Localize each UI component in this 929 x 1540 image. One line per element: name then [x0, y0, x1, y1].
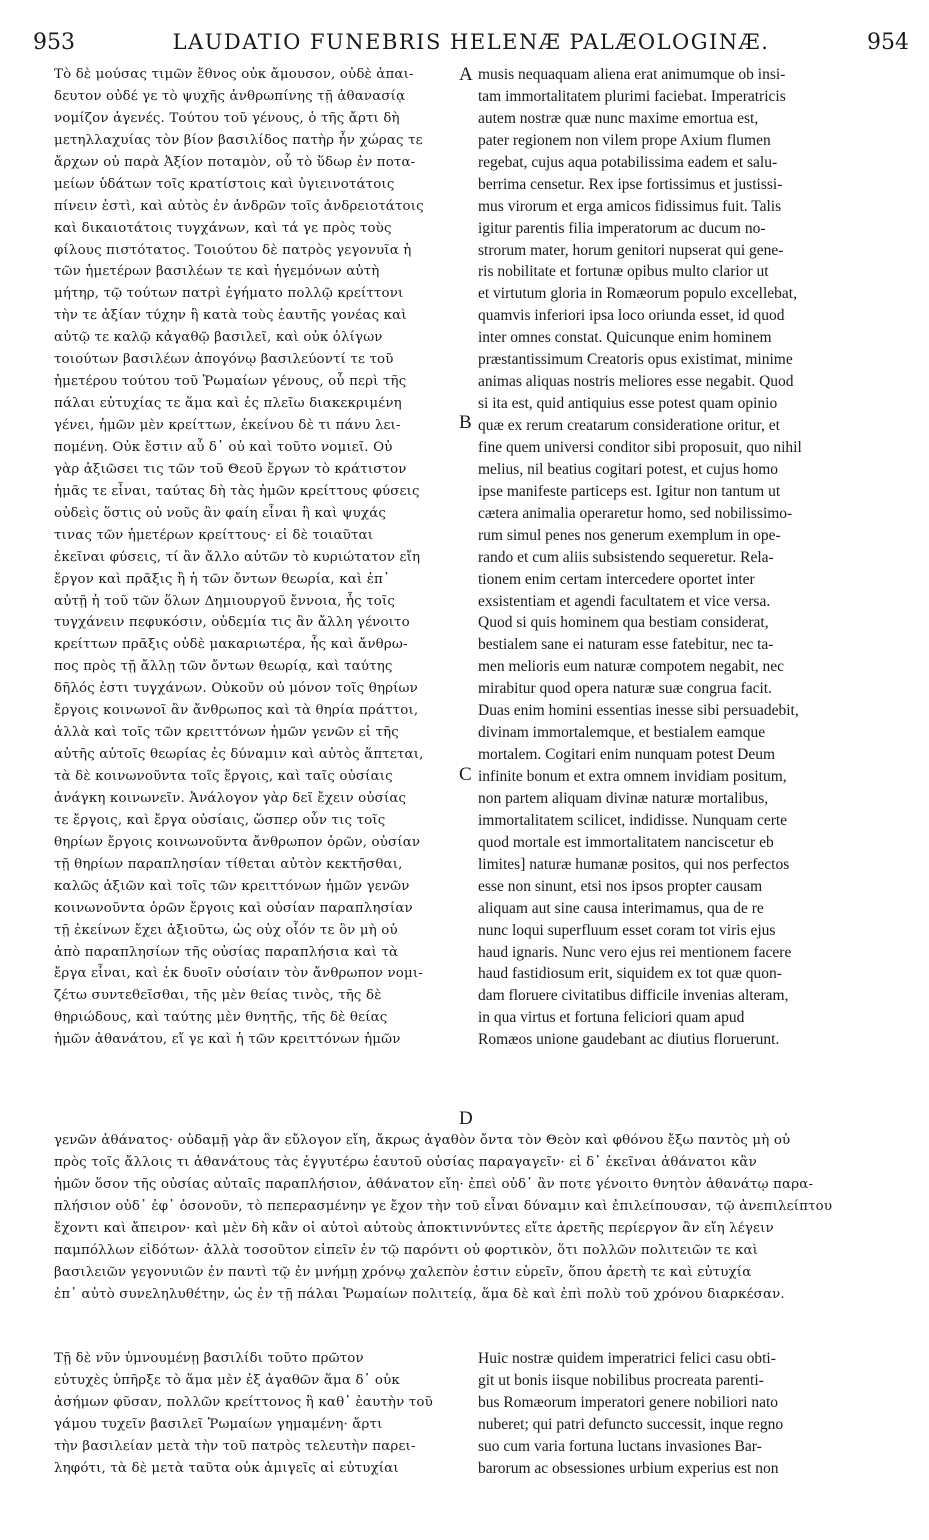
greek-text-line: τοιούτων βασιλέων ἀπογόνῳ βασιλεύοντί τε τοῦ	[54, 352, 394, 368]
latin-text-line: mortalem. Cogitari enim nunquam potest Deum	[478, 746, 776, 764]
greek-column-second-paragraph	[54, 1348, 454, 1480]
latin-text-line: pater regionem non vilem prope Axium flumen	[478, 131, 771, 149]
running-title: LAUDATIO FUNEBRIS HELENÆ PALÆOLOGINÆ.	[172, 30, 770, 54]
latin-text-line: ipse manifeste particeps est. Igitur non tantum ut	[478, 482, 781, 500]
greek-text-line: πος πρὸς τῇ ἄλλῃ τῶν ὄντων θεωρίᾳ, καὶ ταύτης	[54, 659, 393, 675]
latin-text-line: berrima censetur. Rex ipse fortissimus et justissi-	[478, 175, 783, 193]
latin-text-line: mus virorum et erga amicos fidissimus fuit. Talis	[478, 197, 782, 215]
latin-text-line: dam floruere civitatibus difficile invenias alteram,	[478, 987, 789, 1005]
greek-text-line: ἔργον καὶ πρᾶξις ἢ ἡ τῶν ὄντων θεωρία, καὶ ἐπ᾽	[54, 571, 390, 587]
latin-text-line: mirabitur quod opera naturæ suæ congrua facit.	[478, 680, 772, 698]
latin-text-line: Huic nostræ quidem imperatrici felici casu obti-	[478, 1350, 776, 1367]
latin-text-line: nunc loqui superfluum esset coram tot viris ejus	[478, 921, 776, 939]
latin-text-line: rum simul penes nos generum exemplum in ope-	[478, 526, 781, 544]
page-number-left: 953	[33, 30, 75, 55]
greek-text-line: οὐδεὶς ὅστις οὐ νοῦς ἂν φαίη εἶναι ἢ καὶ ψυχάς	[54, 505, 387, 521]
greek-text-line: ἐπ᾽ αὐτὸ συνεληλυθέτην, ὡς ἐν τῇ πάλαι Ῥωμαίων πολιτείᾳ, ἅμα δὲ καὶ ἐπὶ πολὺ τοῦ χρόνου διαρκέσαν.	[54, 1286, 785, 1302]
greek-text-line: ἄρχων οὐ παρὰ Ἀξίον ποταμὸν, οὗ τὸ ὕδωρ ἐν ποτα-	[54, 154, 416, 170]
full-width-greek-passage	[54, 1130, 900, 1306]
greek-text-line: ἀνάγκη κοινωνεῖν. Ἀνάλογον γὰρ δεῖ ἔχειν οὐσίας	[54, 790, 407, 806]
greek-text-line: φίλους πιστότατος. Τοιούτου δὲ πατρὸς γεγονυῖα ἡ	[54, 242, 412, 258]
latin-text-line: in qua virtus et fortuna feliciori quam apud	[478, 1009, 745, 1027]
greek-text-line: Τὸ δὲ μούσας τιμῶν ἔθνος οὐκ ἄμουσον, οὐδὲ ἀπαι-	[54, 67, 414, 82]
latin-text-line: Duas enim homini essentias inesse sibi persuadebit,	[478, 702, 799, 720]
greek-text-line: ἀλλὰ καὶ τοῖς τῶν κρειττόνων ἡμῶν γενῶν εἰ τῆς	[54, 725, 399, 741]
greek-text-line: ληφότι, τὰ δὲ μετὰ ταῦτα οὐκ ἀμιγεῖς αἱ εὐτυχίαι	[54, 1460, 399, 1476]
latin-text-line: strorum mater, horum genitori nupserat qui gene-	[478, 241, 784, 259]
latin-text-line: quamvis inferiori ipsa loco oriunda esset, id quod	[478, 307, 785, 325]
greek-text-line: βασιλειῶν γεγονυιῶν ἐν παντὶ τῷ ἐν μνήμῃ χρόνῳ χαλεπὸν ἐστιν εὑρεῖν, ὅπου ἀρετὴ τε καὶ εὐτυχία	[54, 1264, 752, 1280]
latin-text-line: quæ ex rerum creatarum consideratione oritur, et	[478, 417, 780, 434]
greek-text-line: πλήσιον οὐδ᾽ ἐφ᾽ ὁσονοῦν, τὸ πεπερασμένην γε ἔχον τὴν τοῦ εἶναι δύναμιν καὶ ἐπιλείπουσαν, τῷ ἀνεπιλείπτου	[54, 1198, 833, 1214]
latin-text-line: tionem enim certam intercedere oportet inter	[478, 570, 755, 588]
greek-text-line: αὐτῆς αὐτοῖς θεωρίας ἐς δύναμιν καὶ αὐτὸς ἅπτεται,	[54, 747, 424, 763]
greek-text-line: κοινωνοῦντα ὁρῶν ἔργοις καὶ οὐσίαν παραπλησίαν	[54, 900, 413, 916]
greek-text-line: τῇ θηρίων παραπλησίαν τίθεται αὐτὸν κεκτῆσθαι,	[54, 856, 403, 872]
latin-text-line: barorum ac obsessiones urbium experius est non	[478, 1459, 779, 1477]
greek-text-line: καὶ δικαιοτάτοις τυγχάνων, καὶ τά γε πρὸς τοὺς	[54, 220, 392, 236]
greek-text-line: ἀπὸ παραπλησίων τῆς οὐσίας παραπλήσια καὶ τὰ	[54, 944, 399, 960]
greek-text-line: ἐκεῖναι φύσεις, τί ἂν ἄλλο αὐτῶν τὸ κυριώτατον εἴη	[54, 549, 421, 565]
section-marker-b: B	[459, 412, 472, 433]
latin-text-line: nuberet; qui patri defuncto successit, inque regno	[478, 1415, 784, 1433]
latin-text-line: si ita est, quid antiquius esse potest quam opinio	[478, 395, 778, 413]
greek-text-line: παμπόλλων εἰδότων· ἀλλὰ τοσοῦτον εἰπεῖν ἐν τῷ παρόντι οὐ φορτικὸν, ὅτι πολλῶν πολιτειῶν τε καὶ	[54, 1242, 759, 1258]
latin-text-line: præstantissimum Creatoris opus existimat, minime	[478, 351, 793, 369]
latin-text-line: aliquam aut sine causa interimamus, qua de re	[478, 899, 764, 917]
latin-text-line: non partem aliquam divinæ naturæ mortalibus,	[478, 789, 769, 807]
latin-text-line: infinite bonum et extra omnem invidiam positum,	[478, 768, 787, 785]
greek-text-line: τὴν τε ἀξίαν τύχην ἢ κατὰ τοὺς ἑαυτῆς γονέας καὶ	[54, 308, 407, 324]
greek-text-line: θηρίων ἔργοις κοινωνοῦντα ἄνθρωπον ὁρῶν, οὐσίαν	[54, 834, 421, 850]
greek-text-line: ἡμῶν ἀθανάτου, εἴ γε καὶ ἡ τῶν κρειττόνων ἡμῶν	[54, 1032, 401, 1048]
greek-text-line: θηριώδους, καὶ ταύτης μὲν θνητῆς, τῆς δὲ θείας	[54, 1010, 388, 1026]
greek-text-line: ἡμῶν ὅσον τῆς οὐσίας αὐταῖς παραπλήσιον, ἀθάνατον εἴη· ἐπεὶ οὐδ᾽ ἂν ποτε γένοιτο θνητὸν ἀθανάτῳ παρα-	[54, 1176, 814, 1192]
greek-text-line: τὴν βασιλείαν μετὰ τὴν τοῦ πατρὸς τελευτὴν παρει-	[54, 1438, 416, 1454]
greek-text-line: ἔργοις κοινωνοῖ ἂν ἄνθρωπος καὶ τὰ θηρία πράττοι,	[54, 703, 419, 719]
latin-text-line: regebat, cujus aqua potabilissima eadem et salu-	[478, 153, 778, 171]
greek-text-line: ἔργα εἶναι, καὶ ἐκ δυοῖν οὐσίαιν τὸν ἄνθρωπον νομι-	[54, 966, 423, 982]
latin-text-line: bestialem sane ei naturam esse fatebitur, nec ta-	[478, 636, 774, 654]
greek-text-line: αὐτῷ τε καλῷ κἀγαθῷ βασιλεῖ, καὶ οὐκ ὀλίγων	[54, 330, 383, 346]
latin-text-line: autem nostræ quæ nunc maxime emortua est,	[478, 109, 759, 127]
greek-text-line: πάλαι εὐτυχίας τε ἅμα καὶ ἐς πλεῖω διακεκριμένη	[54, 396, 402, 412]
latin-text-line: inter omnes constat. Quicunque enim hominem	[478, 329, 772, 347]
greek-text-line: μετηλλαχυίας τὸν βίον βασιλίδος πατὴρ ἦν χώρας τε	[54, 132, 423, 148]
greek-text-line: ἀσήμων φῦσαν, πολλῶν κρείττονος ἢ καθ᾽ ἑαυτὴν τοῦ	[54, 1394, 433, 1410]
greek-text-line: Τῇ δὲ νῦν ὑμνουμένῃ βασιλίδι τοῦτο πρῶτον	[54, 1351, 364, 1366]
latin-text-line: ris nobilitate et fortunæ opibus multo clarior ut	[478, 263, 769, 281]
latin-text-line: fine quem universi conditor sibi proposuit, quo nihil	[478, 438, 802, 456]
greek-text-line: ἔχοντι καὶ ἄπειρον· καὶ μὲν δὴ κἂν οἱ αὐτοὶ αὐτοὺς ἀποκτιννύντες εἴτε ἀρετῆς περίεργον ἂν εἴη λέγειν	[54, 1220, 774, 1236]
latin-text-line: cætera animalia operaretur homo, sed nobilissimo-	[478, 504, 793, 522]
latin-text-line: limites] naturæ humanæ positos, qui nos perfectos	[478, 855, 790, 873]
greek-text-line: καλῶς ἀξιῶν καὶ τοῖς τῶν κρειττόνων ἡμῶν γενῶν	[54, 878, 410, 894]
greek-text-line: αὐτῇ ἡ τοῦ τῶν ὅλων Δημιουργοῦ ἔννοια, ἧς τοῖς	[54, 593, 396, 609]
greek-text-line: γένει, ἡμῶν μὲν κρείττων, ἐκείνου δὲ τι πάνυ λει-	[54, 418, 401, 433]
latin-text-line: animas aliquas nostris meliores esse negabit. Quod	[478, 373, 794, 391]
greek-text-line: δευτον οὐδέ γε τὸ ψυχῆς ἀνθρωπίνης τῇ ἀθανασίᾳ	[54, 88, 406, 104]
latin-text-line: melius, nil beatius cogitari potest, et cujus homo	[478, 460, 779, 478]
latin-text-line: men melioris eum naturæ compotem negabit, nec	[478, 658, 785, 676]
greek-text-line: πρὸς τοῖς ἄλλοις τι ἀθανάτους τὰς ἐγγυτέρω ἑαυτοῦ οὐσίας παραγαγεῖν· εἰ δ᾽ ἐκεῖναι ἀθάνατοι κἂν	[54, 1154, 757, 1170]
latin-text-line: et virtutum gloria in Romæorum populo excellebat,	[478, 285, 797, 303]
greek-text-line: πομένη. Οὐκ ἔστιν αὖ δ᾽ οὐ καὶ τοῦτο νομιεῖ. Οὐ	[54, 439, 393, 455]
latin-text-line: haud fastidiosum erit, siquidem ex tot quæ quon-	[478, 965, 782, 983]
section-marker-d: D	[459, 1108, 473, 1129]
greek-text-line: ζέτω συντεθεῖσθαι, τῆς μὲν θείας τινὸς, τῆς δὲ	[54, 988, 382, 1004]
greek-text-line: ἡμᾶς τε εἶναι, ταύτας δὴ τὰς ἡμῶν κρείττους φύσεις	[54, 483, 420, 499]
latin-text-line: esse non sinunt, etsi nos ipsos propter causam	[478, 877, 763, 895]
section-marker-a: A	[459, 64, 473, 85]
latin-text-line: divinam immortalemque, et bestialem eamque	[478, 724, 766, 742]
greek-text-line: μήτηρ, τῷ τούτων πατρὶ ἐγήματο πολλῷ κρείττονι	[54, 286, 404, 302]
latin-text-line: musis nequaquam aliena erat animumque ob insi-	[478, 66, 786, 83]
greek-text-line: νομίζον ἀγενές. Τούτου τοῦ γένους, ὁ τῆς ἄρτι δὴ	[54, 110, 400, 126]
latin-text-line: Romæos unione gaudebant ac diutius floruerunt.	[478, 1031, 780, 1049]
page-header	[33, 30, 909, 64]
greek-text-line: γὰρ ἀξιῶσει τις τῶν τοῦ Θεοῦ ἔργων τὸ κράτιστον	[54, 461, 407, 477]
latin-text-line: suo cum varia fortuna luctans invasiones Bar-	[478, 1437, 762, 1455]
latin-column-second-paragraph	[478, 1348, 900, 1480]
latin-text-line: quod mortale est immortalitatem nanciscetur eb	[478, 833, 774, 851]
section-marker-c: C	[459, 764, 472, 785]
latin-text-line: rando et cum aliis subsistendo sequeretur. Rela-	[478, 548, 774, 566]
greek-text-line: μείων ὑδάτων τοῖς κρατίστοις καὶ ὑγιεινοτάτοις	[54, 176, 395, 192]
latin-text-line: bus Romæorum imperatori genere nobiliori nato	[478, 1393, 779, 1411]
greek-text-line: εὐτυχὲς ὑπῆρξε τὸ ἅμα μὲν ἐξ ἀγαθῶν ἅμα δ᾽ οὐκ	[54, 1372, 400, 1388]
greek-text-line: τινας τῶν ἡμετέρων κρείττους· εἰ δὲ τοιαῦται	[54, 527, 374, 543]
greek-text-line: δῆλός ἐστι τυγχάνων. Οὐκοῦν οὐ μόνον τοῖς θηρίων	[54, 681, 418, 697]
greek-text-line: κρείττων πρᾶξις οὐδὲ μακαριωτέρα, ἧς καὶ ἄνθρω-	[54, 637, 408, 653]
latin-text-line: igitur parentis filia imperatorum ac ducum no-	[478, 219, 766, 237]
greek-text-line: τῶν ἡμετέρων βασιλέων τε καὶ ἡγεμόνων αὐτὴ	[54, 264, 380, 280]
latin-text-line: immortalitatem scilicet, indidisse. Nunquam certe	[478, 811, 788, 829]
greek-column	[54, 64, 454, 1051]
greek-text-line: γάμου τυχεῖν βασιλεῖ Ῥωμαίων γημαμένη· ἄρτι	[54, 1416, 383, 1432]
greek-text-line: τὰ δὲ κοινωνοῦντα τοῖς ἔργοις, καὶ ταῖς οὐσίαις	[54, 769, 393, 784]
latin-text-line: tam immortalitatem plurimi faciebat. Imperatricis	[478, 87, 786, 105]
greek-text-line: γενῶν ἀθάνατος· οὐδαμῇ γὰρ ἂν εὔλογον εἴη, ἄκρως ἀγαθὸν ὄντα τὸν Θεὸν καὶ φθόνου ἔξω παντὸς μὴ οὐ	[54, 1133, 791, 1148]
greek-text-line: ἡμετέρου τούτου τοῦ Ῥωμαίων γένους, οὗ περὶ τῆς	[54, 374, 407, 390]
latin-text-line: haud ignaris. Nunc vero ejus rei mentionem facere	[478, 943, 792, 961]
greek-text-line: τε ἔργοις, καὶ ἔργα οὐσίαις, ὥσπερ οὖν τις τοῖς	[54, 812, 386, 828]
greek-text-line: τῇ ἐκείνων ἔχει ἀξιοῦτω, ὡς οὐχ οἷόν τε ὂν μὴ οὐ	[54, 922, 398, 938]
page-number-right: 954	[867, 30, 909, 55]
latin-text-line: git ut bonis iisque nobilibus procreata parenti-	[478, 1371, 764, 1389]
latin-column	[478, 64, 900, 1051]
greek-text-line: πίνειν ἐστὶ, καὶ αὐτὸς ἐν ἀνδρῶν τοῖς ἀνδρειοτάτοις	[54, 198, 424, 214]
latin-text-line: exsistentiam et agendi facultatem et vice versa.	[478, 592, 771, 610]
latin-text-line: Quod si quis hominem qua bestiam considerat,	[478, 614, 769, 632]
greek-text-line: τυγχάνειν πεφυκόσιν, οὐδεμία τις ἂν ἄλλη γένοιτο	[54, 615, 410, 631]
